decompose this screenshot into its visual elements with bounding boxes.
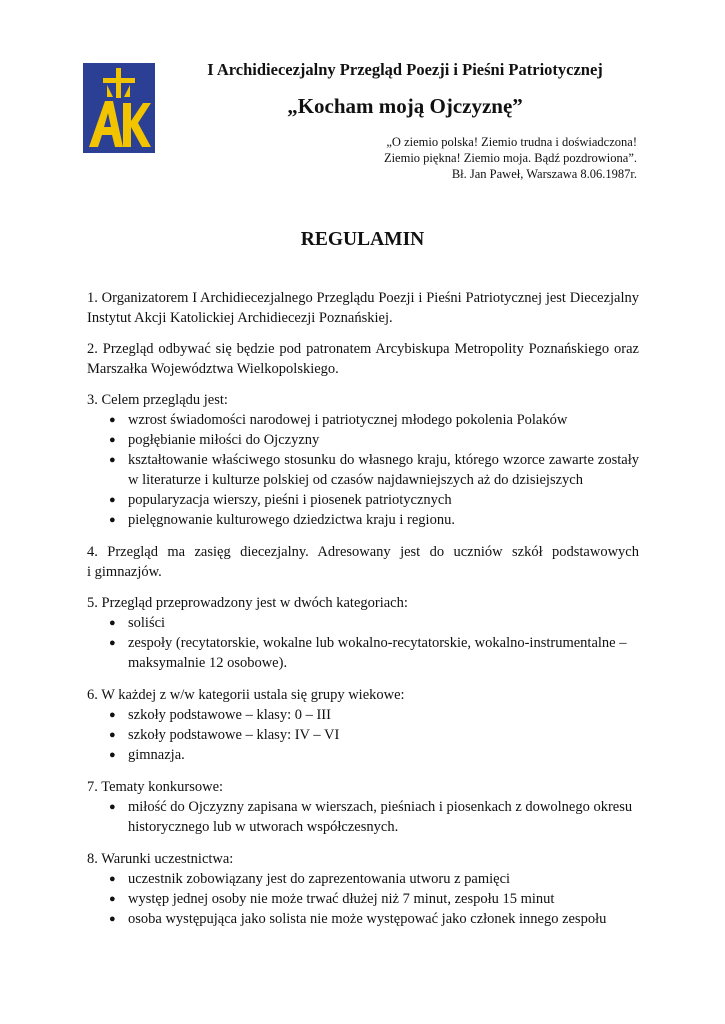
section-4-line: 4. Przegląd ma zasięg diecezjalny. Adresowany jest do uczniów szkół podstawowych <box>87 544 639 560</box>
list-item: ● szkoły podstawowe – klasy: IV – VI <box>109 727 340 743</box>
list-item: ● popularyzacja wierszy, pieśni i piosenek patriotycznych <box>109 492 452 508</box>
section-1: 1. Organizatorem I Archidiecezjalnego Przeglądu Poezji i Pieśni Patriotycznej jest Diecezjalny Instytut Akcji Katolickiej Archidiecezji Poznańskiej. <box>87 290 639 326</box>
list-item: ● zespoły (recytatorskie, wokalne lub wokalno-recytatorskie, wokalno-instrumentalne – maksymalnie 12 osobowe). <box>109 635 627 671</box>
section-8 <box>87 849 639 929</box>
list-item: ● występ jednej osoby nie może trwać dłużej niż 7 minut, zespołu 15 minut <box>109 891 555 907</box>
akcja-katolicka-logo <box>83 63 155 153</box>
section-7-heading: 7. Tematy konkursowe: <box>87 779 224 795</box>
quote-block <box>384 134 637 182</box>
list-item: ● kształtowanie właściwego stosunku do własnego kraju, którego wzorce zawarte zostały w literaturze i kulturze polskiej od czasów najdawniejszych aż do dzisiejszych <box>109 452 639 488</box>
section-4 <box>87 542 639 582</box>
list-item: ● miłość do Ojczyzny zapisana w wierszach, pieśniach i piosenkach z dowolnego okresu historycznego lub w utworach współczesnych. <box>109 799 633 835</box>
regulations-body <box>87 288 639 929</box>
section-6-heading: 6. W każdej z w/w kategorii ustala się grupy wiekowe: <box>87 687 405 703</box>
quote-attribution: Bł. Jan Paweł, Warszawa 8.06.1987r. <box>451 167 637 181</box>
quote-line: Ziemio piękna! Ziemio moja. Bądź pozdrowiona”. <box>383 151 637 165</box>
section-5 <box>87 593 639 673</box>
festival-motto: „Kocham moją Ojczyznę” <box>287 94 523 118</box>
list-item: ● gimnazja. <box>109 747 185 763</box>
section-3-heading: 3. Celem przeglądu jest: <box>87 392 228 408</box>
list-item: ● pielęgnowanie kulturowego dziedzictwa kraju i regionu. <box>109 512 455 528</box>
list-item: ● wzrost świadomości narodowej i patriotycznej młodego pokolenia Polaków <box>109 412 568 428</box>
section-6 <box>87 685 639 765</box>
list-item: ● pogłębianie miłości do Ojczyzny <box>109 432 320 448</box>
list-item: ● osoba występująca jako solista nie może występować jako członek innego zespołu <box>109 911 607 927</box>
section-5-heading: 5. Przegląd przeprowadzony jest w dwóch kategoriach: <box>87 595 408 611</box>
list-item: ● uczestnik zobowiązany jest do zaprezentowania utworu z pamięci <box>109 871 511 887</box>
section-7 <box>87 777 639 837</box>
section-3 <box>87 390 639 530</box>
list-item: ● szkoły podstawowe – klasy: 0 – III <box>109 707 331 723</box>
section-2: 2. Przegląd odbywać się będzie pod patronatem Arcybiskupa Metropolity Poznańskiego oraz Marszałka Województwa Wielkopolskiego. <box>87 341 639 377</box>
list-item: ● soliści <box>109 615 166 631</box>
section-4-line: i gimnazjów. <box>87 564 162 580</box>
quote-line: „O ziemio polska! Ziemio trudna i doświadczona! <box>386 135 637 149</box>
section-8-heading: 8. Warunki uczestnictwa: <box>87 851 234 867</box>
festival-title: I Archidiecezjalny Przegląd Poezji i Pieśni Patriotycznej <box>207 60 603 79</box>
document-title: REGULAMIN <box>300 229 425 250</box>
